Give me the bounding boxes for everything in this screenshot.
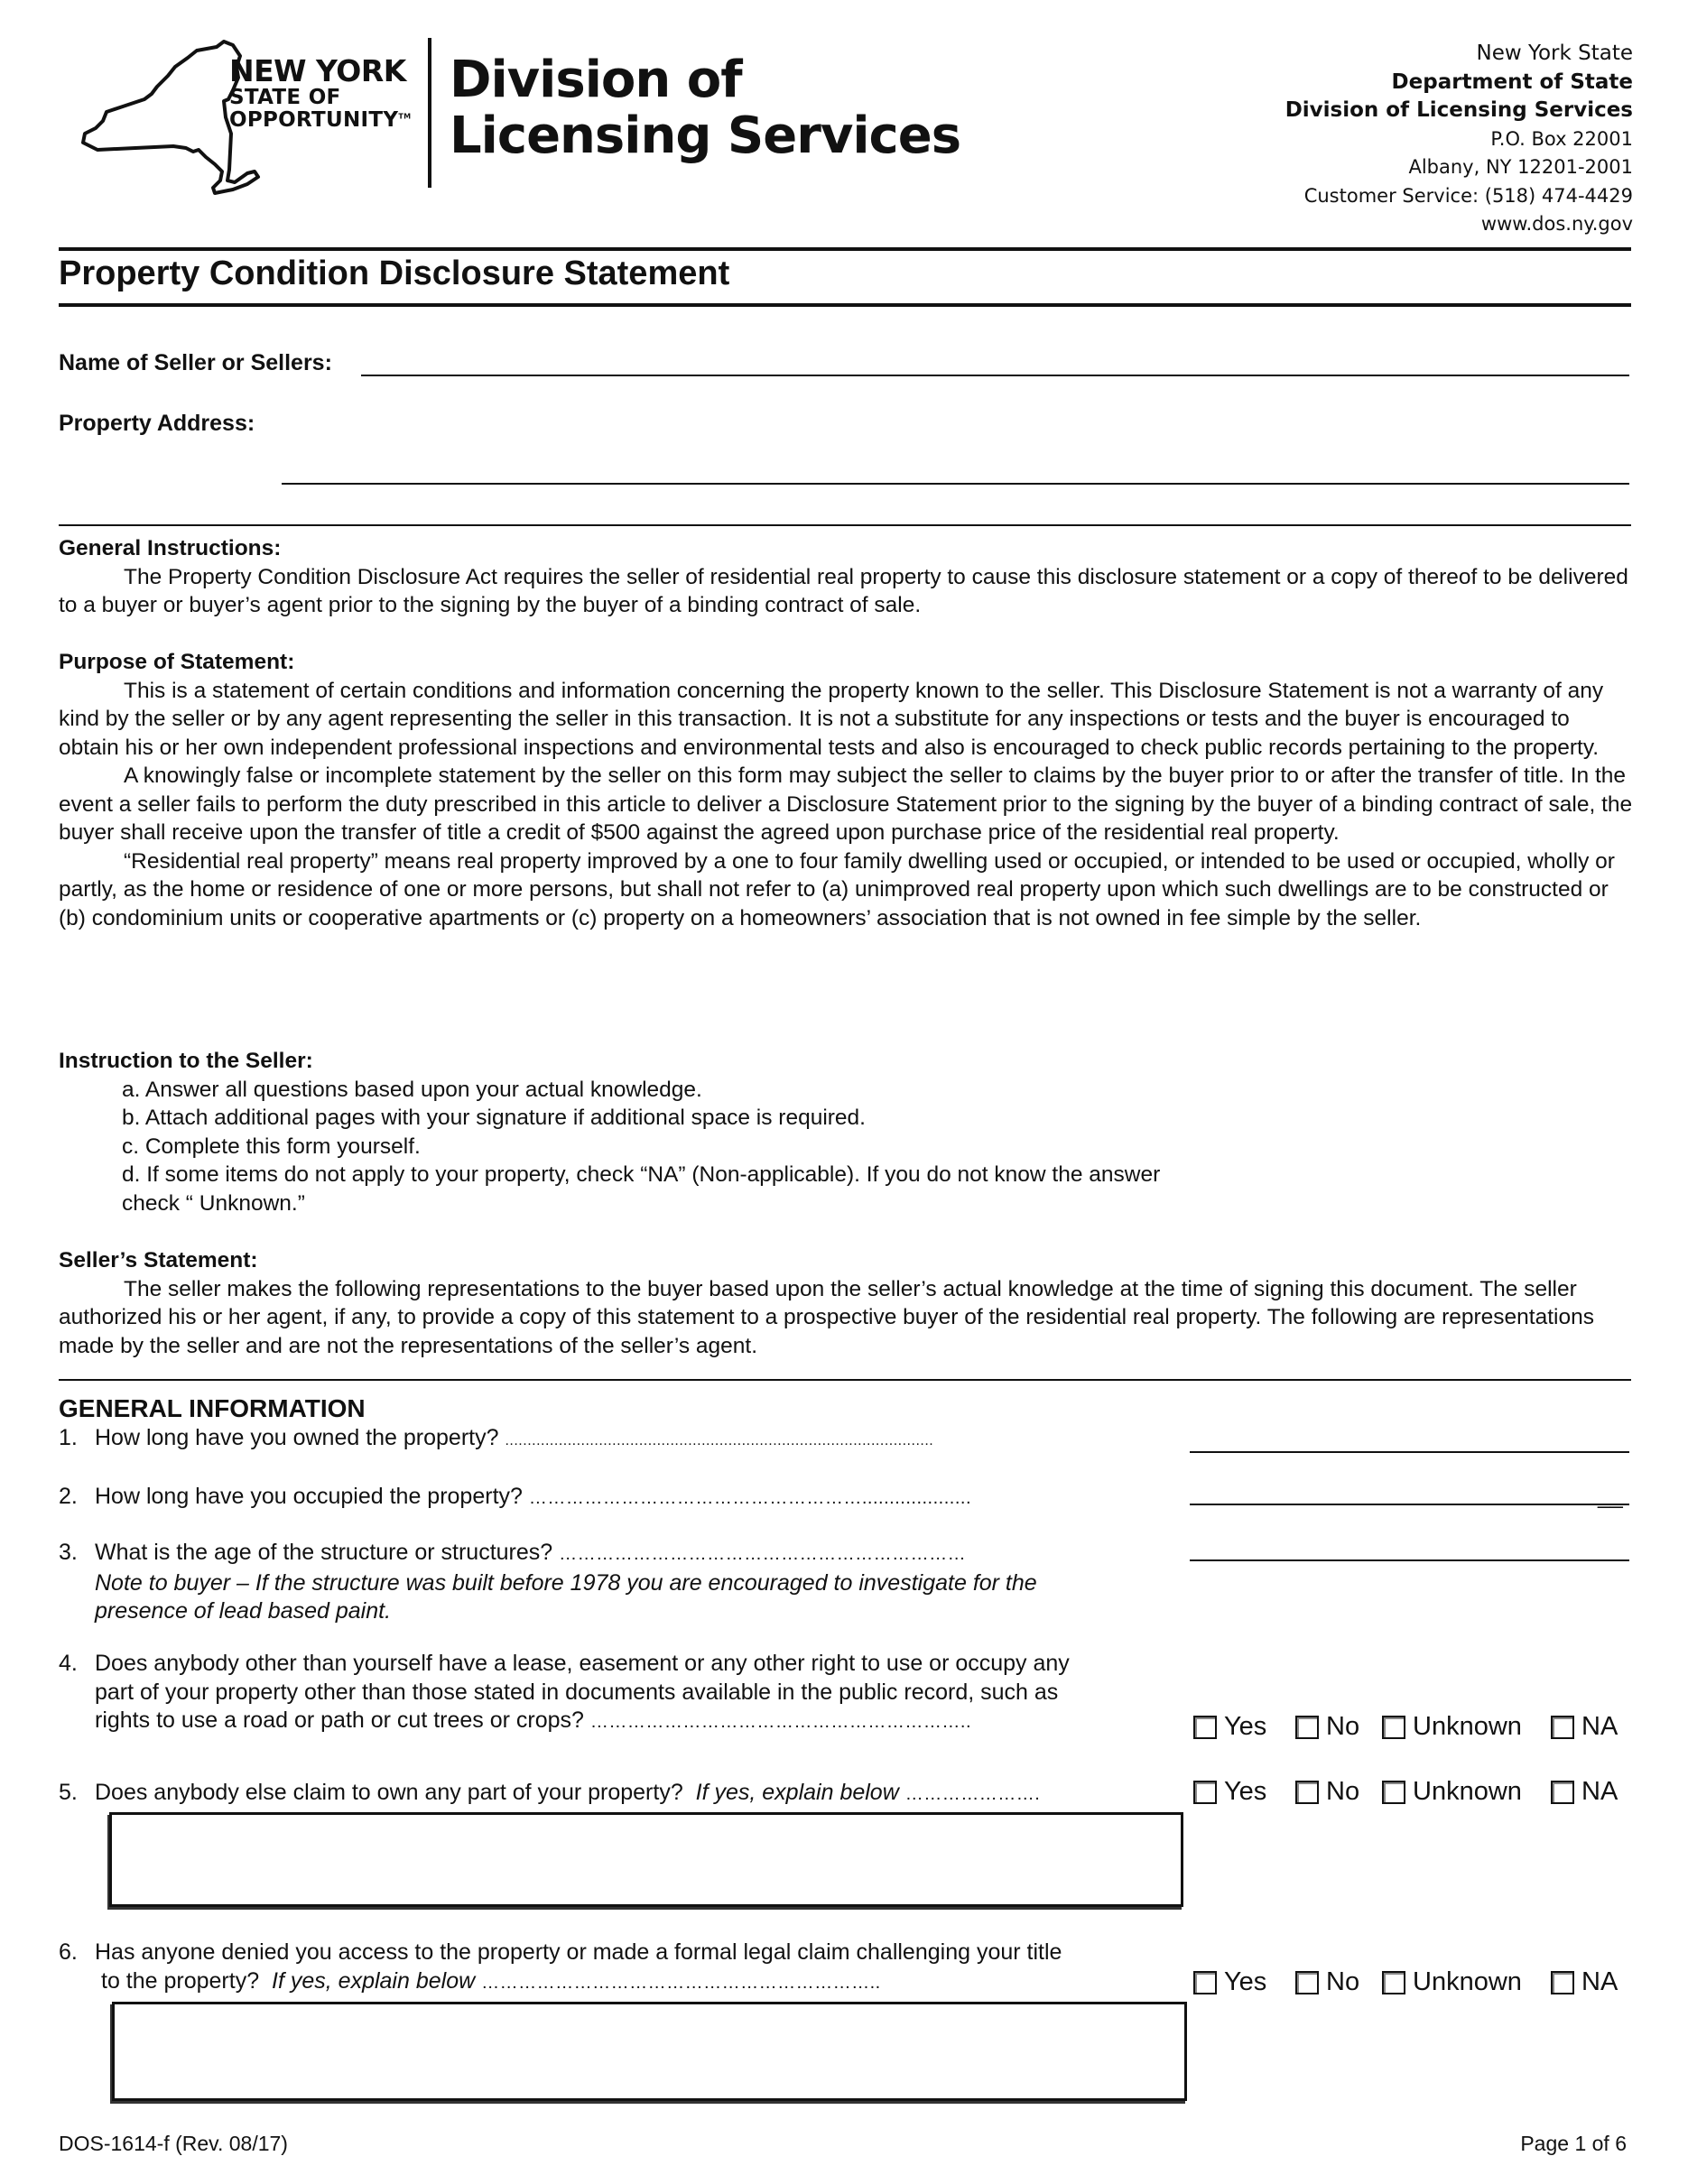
answer-line-2[interactable] xyxy=(1190,1504,1629,1505)
property-address-label: Property Address: xyxy=(59,411,255,436)
seller-name-field[interactable] xyxy=(361,375,1629,376)
general-info-rule xyxy=(59,1379,1631,1381)
purpose-paragraph-2: A knowingly false or incomplete statement by the seller on this form may subject the seller to claims by the buyer prior to or after the transfer of title. In the event a seller fails to perform the duty prescribed in this article to deliver a Disclosure Statement prior to the signing by the buyer of a binding contract of sale, the buyer shall receive upon the transfer of title a credit of $500 against the agreed upon purchase price of the residential real property. xyxy=(59,763,1633,845)
sellers-statement-text: The seller makes the following representations to the buyer based upon the seller’s actual knowledge at the time of signing this document. The seller authorized his or her agent, if any, to provide a copy of this statement to a prospective buyer of the residential real property. The following are representations made by the seller and are not the representations of the seller’s agent. xyxy=(59,1276,1594,1358)
title-rule-top xyxy=(59,247,1631,251)
general-instructions-text: The Property Condition Disclosure Act requires the seller of residential real property to cause this disclosure statement or a copy of thereof to be delivered to a buyer or buyer’s agent prior to the signing by the buyer of a binding contract of sale. xyxy=(59,564,1628,617)
question-5: 5. Does anybody else claim to own any part of your property? If yes, explain below …………………. xyxy=(59,1780,1041,1805)
ny-logo-wordmark: NEW YORK STATE OF OPPORTUNITY™ xyxy=(229,53,412,132)
q6-yes-checkbox[interactable] xyxy=(1193,1971,1217,1994)
q5-yes-checkbox[interactable] xyxy=(1193,1781,1217,1804)
q6-explanation-box[interactable] xyxy=(112,2002,1187,2101)
general-instructions xyxy=(59,534,1634,620)
q6-no-checkbox[interactable] xyxy=(1295,1971,1319,1994)
seller-name-label: Name of Seller or Sellers: xyxy=(59,350,332,375)
q5-unknown-checkbox[interactable] xyxy=(1382,1781,1405,1804)
q4-options xyxy=(1193,1712,1618,1742)
q5-yes[interactable]: Yes xyxy=(1193,1777,1295,1807)
q6-no[interactable]: No xyxy=(1295,1967,1382,1997)
q4-yes[interactable]: Yes xyxy=(1193,1712,1295,1742)
form-number: DOS-1614-f (Rev. 08/17) xyxy=(59,2132,288,2155)
lead-paint-note: Note to buyer – If the structure was built before 1978 you are encouraged to investigate for the xyxy=(95,1569,1037,1596)
purpose-paragraph-1: This is a statement of certain conditions and information concerning the property known to the seller. This Disclosure Statement is not a warranty of any kind by the seller or by any agent representing the seller in this transaction. It is not a substitute for any inspections or tests and the buyer is encouraged to obtain his or her own independent professional inspections and environmental tests and also is encouraged to check public records pertaining to the property. xyxy=(59,678,1604,760)
sellers-statement xyxy=(59,1246,1634,1360)
q6-yes[interactable]: Yes xyxy=(1193,1967,1295,1997)
q5-na[interactable]: NA xyxy=(1551,1777,1618,1807)
division-title: Division of Licensing Services xyxy=(450,51,961,165)
q4-na-checkbox[interactable] xyxy=(1551,1716,1574,1739)
q4-unknown[interactable]: Unknown xyxy=(1382,1712,1551,1742)
general-instructions-heading: General Instructions: xyxy=(59,536,282,560)
sellers-statement-heading: Seller’s Statement: xyxy=(59,1248,258,1272)
q6-unknown-checkbox[interactable] xyxy=(1382,1971,1405,1994)
header-divider xyxy=(428,38,431,188)
q4-yes-checkbox[interactable] xyxy=(1193,1716,1217,1739)
page-number: Page 1 of 6 xyxy=(1520,2132,1627,2155)
question-2: 2. How long have you occupied the property? ……………………………………………….................... xyxy=(59,1484,972,1509)
q5-unknown[interactable]: Unknown xyxy=(1382,1777,1551,1807)
instruction-item-d: d. If some items do not apply to your property, check “NA” (Non-applicable). If you do not know the answer xyxy=(122,1162,1161,1187)
purpose-heading: Purpose of Statement: xyxy=(59,650,295,674)
answer-line-1[interactable] xyxy=(1190,1451,1629,1453)
section-rule xyxy=(59,524,1631,526)
instruction-item-a: a. Answer all questions based upon your actual knowledge. xyxy=(122,1077,702,1102)
q4-unknown-checkbox[interactable] xyxy=(1382,1716,1405,1739)
q4-na[interactable]: NA xyxy=(1551,1712,1618,1742)
q6-na[interactable]: NA xyxy=(1551,1967,1618,1997)
q4-no[interactable]: No xyxy=(1295,1712,1382,1742)
question-6: 6. Has anyone denied you access to the property or made a formal legal claim challenging your title to the property? If yes, explain below ……………………………………………………….. xyxy=(59,1939,1062,1994)
page-title: Property Condition Disclosure Statement xyxy=(59,254,730,292)
answer-mark-2: __ xyxy=(1598,1484,1623,1509)
question-1: 1. How long have you owned the property? ................................................................................................ xyxy=(59,1425,934,1450)
instruction-item-c: c. Complete this form yourself. xyxy=(122,1134,421,1159)
instruction-item-b: b. Attach additional pages with your signature if additional space is required. xyxy=(122,1106,866,1130)
lead-paint-note-cont: presence of lead based paint. xyxy=(95,1598,392,1624)
instruction-item-d-cont: check “ Unknown.” xyxy=(122,1190,305,1216)
q6-na-checkbox[interactable] xyxy=(1551,1971,1574,1994)
q6-options xyxy=(1193,1967,1618,1997)
question-3: 3. What is the age of the structure or structures? ………………………………………………………… Note to buyer – If the structure was built before 1978 you are encouraged to investigate for the presence of lead based paint. xyxy=(59,1539,1037,1626)
title-rule-bottom xyxy=(59,303,1631,307)
purpose-of-statement xyxy=(59,648,1634,932)
q5-no-checkbox[interactable] xyxy=(1295,1781,1319,1804)
q5-options xyxy=(1193,1777,1618,1807)
q6-unknown[interactable]: Unknown xyxy=(1382,1967,1551,1997)
q4-no-checkbox[interactable] xyxy=(1295,1716,1319,1739)
purpose-paragraph-3: “Residential real property” means real property improved by a one to four family dwelling used or occupied, or intended to be used or occupied, wholly or partly, as the home or residence of one or more persons, but shall not refer to (a) unimproved real property upon which such dwellings are to be constructed or (b) condominium units or cooperative apartments or (c) property on a homeowners’ association that is not owned in fee simple by the seller. xyxy=(59,848,1615,930)
instruction-to-seller xyxy=(59,1047,1634,1217)
property-address-field[interactable] xyxy=(282,483,1629,485)
question-4: 4. Does anybody other than yourself have a lease, easement or any other right to use or occupy any part of your property other than those stated in documents available in the public record, such as rights to use a road or path or cut trees or crops? …………………………………………………….. xyxy=(59,1651,1070,1733)
q5-na-checkbox[interactable] xyxy=(1551,1781,1574,1804)
instruction-heading: Instruction to the Seller: xyxy=(59,1049,313,1073)
q5-no[interactable]: No xyxy=(1295,1777,1382,1807)
q5-explanation-box[interactable] xyxy=(109,1812,1183,1907)
general-information-heading: GENERAL INFORMATION xyxy=(59,1394,366,1422)
agency-address: New York State Department of State Division of Licensing Services P.O. Box 22001 Albany, NY 12201-2001 Customer Service: (518) 474-4429 www.dos.ny.gov xyxy=(1285,42,1633,235)
answer-line-3[interactable] xyxy=(1190,1559,1629,1561)
